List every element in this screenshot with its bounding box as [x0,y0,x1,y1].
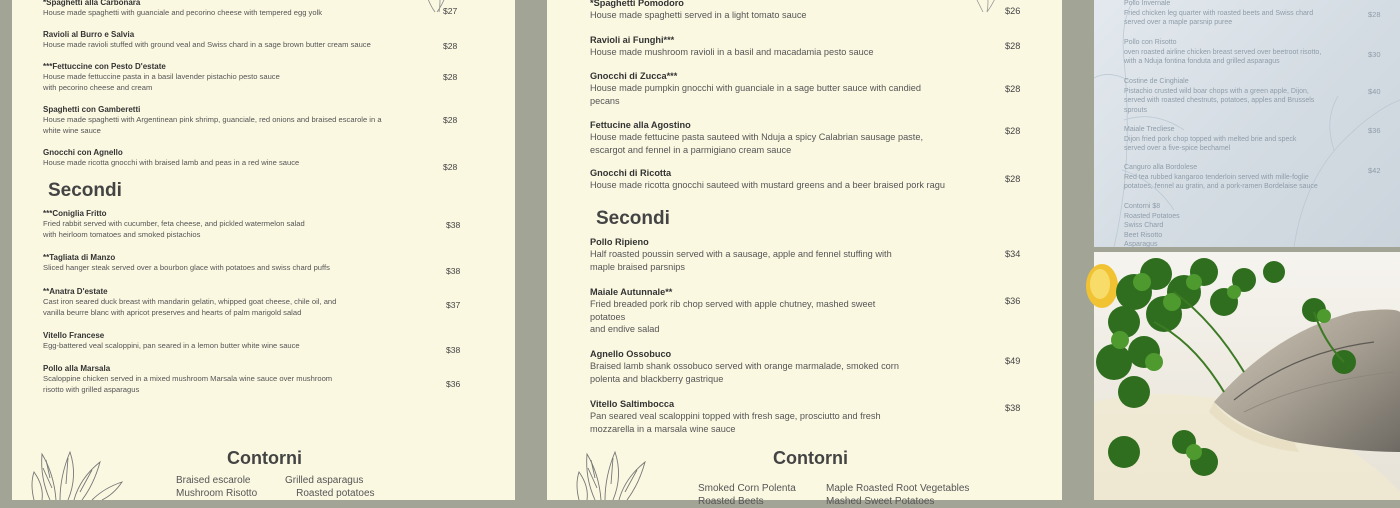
menu-item-price: $28 [443,72,458,82]
faded-menu-item: Pollo con Risotto oven roasted airline chicken breast served over beetroot risotto, with a Nduja fontina fonduta and grilled asparagus [1124,39,1322,65]
menu-item [590,398,1021,435]
menu-item-description: House made fettucine pasta sauteed with Nduja a spicy Calabrian sausage paste, escargot and fennel in a parmigiano cream sauce [590,132,923,155]
faded-menu-price: $40 [1368,87,1381,96]
menu-page-left [12,0,515,500]
menu-item-price: $28 [443,115,458,125]
faded-menu-price: $36 [1368,126,1381,135]
menu-item-name: *Spaghetti alla Carbonara [43,0,141,7]
menu-item-name: Ravioli al Burro e Salvia [43,30,135,39]
menu-item [43,253,461,276]
fish-with-parsley-image [1094,252,1400,500]
menu-item-price: $49 [1005,356,1021,366]
menu-item-description: House made ravioli stuffed with ground veal and Swiss chard in a sage brown butter cream sauce [43,40,371,49]
menu-item [590,119,1021,156]
menu-item-name: ***Coniglia Fritto [43,209,107,218]
menu-item-name: Vitello Francese [43,331,105,340]
menu-item-name: Gnocchi di Ricotta [590,168,672,178]
menu-item-name: ***Fettuccine con Pesto D'estate [43,62,166,71]
menu-item-price: $26 [1005,6,1021,16]
menu-item-name: Ravioli ai Funghi*** [590,35,675,45]
section-title-contorni: Contorni [227,448,302,468]
menu-item-description: House made pumpkin gnocchi with guanciale in a sage butter sauce with candied pecans [590,83,921,106]
faded-menu-item: Canguro alla Bordolese Red tea rubbed kangaroo tenderloin served with mille-foglie potatoes, fennel au gratin, and a pork-ramen Bordelaise sauce [1124,164,1318,190]
menu-item-name: **Anatra D'estate [43,287,108,296]
menu-item-name: Maiale Autunnale** [590,287,673,297]
menu-item-price: $28 [443,41,458,51]
menu-item [43,62,458,93]
menu-item-price: $36 [1005,296,1021,306]
menu-item-price: $34 [1005,249,1021,259]
menu-item [590,70,1021,107]
menu-item [43,30,458,51]
leaf-illustration-icon [30,448,130,500]
menu-item-name: Gnocchi con Agnello [43,148,123,157]
menu-item-price: $28 [443,162,458,172]
menu-item-name: Gnocchi di Zucca*** [590,71,678,81]
menu-item [43,331,461,355]
faded-menu-price: $28 [1368,10,1381,19]
menu-item-description: House made spaghetti with guanciale and pecorino cheese with tempered egg yolk [43,8,323,17]
menu-item [43,105,458,136]
menu-item-description: Half roasted poussin served with a sausage, apple and fennel stuffing with maple braised parsnips [590,249,892,272]
faded-menu-price: $30 [1368,50,1381,59]
menu-item-price: $28 [1005,174,1021,184]
menu-page-middle [547,0,1062,507]
menu-item-description: Cast iron seared duck breast with mandarin gelatin, whipped goat cheese, chile oil, and vanilla beurre blanc with apricot preserves and hearts of palm marigold salad [43,297,337,317]
menu-item-name: Pollo Ripieno [590,237,649,247]
menu-item [590,0,1021,22]
contorni-list: Braised escarole Mushroom Risotto [176,475,258,499]
menu-item-description: Scaloppine chicken served in a mixed mushroom Marsala wine sauce over mushroom risotto with grilled asparagus [43,374,333,394]
menu-item-price: $28 [1005,84,1021,94]
menu-item-price: $27 [443,6,458,16]
menu-item [43,364,461,395]
menu-item-price: $38 [1005,403,1021,413]
section-title-secondi: Secondi [596,208,670,229]
menu-item-price: $28 [1005,41,1021,51]
section-title-contorni: Contorni [773,448,848,468]
contorni-list: Maple Roasted Root Vegetables Mashed Sweet Potatoes [826,483,970,507]
menu-item-description: House made spaghetti with Argentinean pink shrimp, guanciale, red onions and braised escarole in a white wine sauce [43,115,382,135]
menu-item [590,34,1021,59]
menu-item-description: Braised lamb shank ossobuco served with orange marmalade, smoked corn polenta and blackberry gastrique [590,361,899,384]
faded-menu-price: $42 [1368,166,1381,175]
menu-item-description: House made ricotta gnocchi sauteed with mustard greens and a beer braised pork ragu [590,180,945,190]
menu-item [590,236,1021,273]
menu-item-price: $38 [446,266,461,276]
menu-item-description: House made fettuccine pasta in a basil lavender pistachio pesto sauce with pecorino cheese and cream [43,72,280,92]
leaf-sprig-icon [967,0,1007,16]
menu-item-description: Sliced hanger steak served over a bourbon glace with potatoes and swiss chard puffs [43,263,330,272]
menu-item-description: Pan seared veal scaloppini topped with fresh sage, prosciutto and fresh mozzarella in a marsala wine sauce [590,411,881,434]
menu-item-name: Fettucine alla Agostino [590,120,691,130]
menu-item [590,348,1021,385]
menu-item [43,209,461,240]
contorni-list: Grilled asparagus Roasted potatoes [285,475,375,499]
faded-menu-item: Maiale Trecliese Dijon fried pork chop topped with melted brie and speck served over a five-spice bechamel [1124,126,1297,152]
menu-item-price: $38 [446,345,461,355]
menu-item-name: *Spaghetti Pomodoro [590,0,684,8]
leaf-illustration-icon [575,448,675,500]
faded-menu-item: Pollo Invernale Fried chicken leg quarter with roasted beets and Swiss chard served over a maple parsnip puree [1124,0,1314,26]
menu-item-description: Fried breaded pork rib chop served with apple chutney, mashed sweet potatoes and endive salad [590,299,876,334]
faded-menu-item: Contorni $8 Roasted Potatoes Swiss Chard Beet Risotto Asparagus [1124,203,1180,248]
menu-item [43,0,458,19]
menu-item [590,286,1021,336]
menu-item [43,287,461,318]
menu-item-description: Egg-battered veal scaloppini, pan seared in a lemon butter white wine sauce [43,341,300,350]
menu-item [43,148,458,172]
menu-item-price: $37 [446,300,461,310]
menu-item-price: $38 [446,220,461,230]
menu-item-description: House made ricotta gnocchi with braised lamb and peas in a red wine sauce [43,158,300,167]
menu-item-description: House made spaghetti served in a light tomato sauce [590,10,807,20]
menu-item-description: Fried rabbit served with cucumber, feta cheese, and pickled watermelon salad with heirloom tomatoes and smoked pistachios [43,219,305,239]
menu-item-name: Spaghetti con Gamberetti [43,105,141,114]
faded-menu-item: Costine de Cinghiale Pistachio crusted wild boar chops with a green apple, Dijon, served with roasted chestnuts, potatoes, apples and Brussels sprouts [1124,78,1315,114]
menu-item-name: **Tagliata di Manzo [43,253,116,262]
section-title-secondi: Secondi [48,180,122,201]
menu-item-name: Vitello Saltimbocca [590,399,675,409]
menu-item-price: $36 [446,379,461,389]
menu-item-description: House made mushroom ravioli in a basil and macadamia pesto sauce [590,47,874,57]
contorni-list: Smoked Corn Polenta Roasted Beets [698,483,796,507]
menu-card-blue [1094,0,1400,247]
menu-item-price: $28 [1005,126,1021,136]
menu-item [590,167,1021,192]
menu-item-name: Agnello Ossobuco [590,349,672,359]
menu-item-name: Pollo alla Marsala [43,364,111,373]
fish-dish-photo [1094,252,1400,500]
